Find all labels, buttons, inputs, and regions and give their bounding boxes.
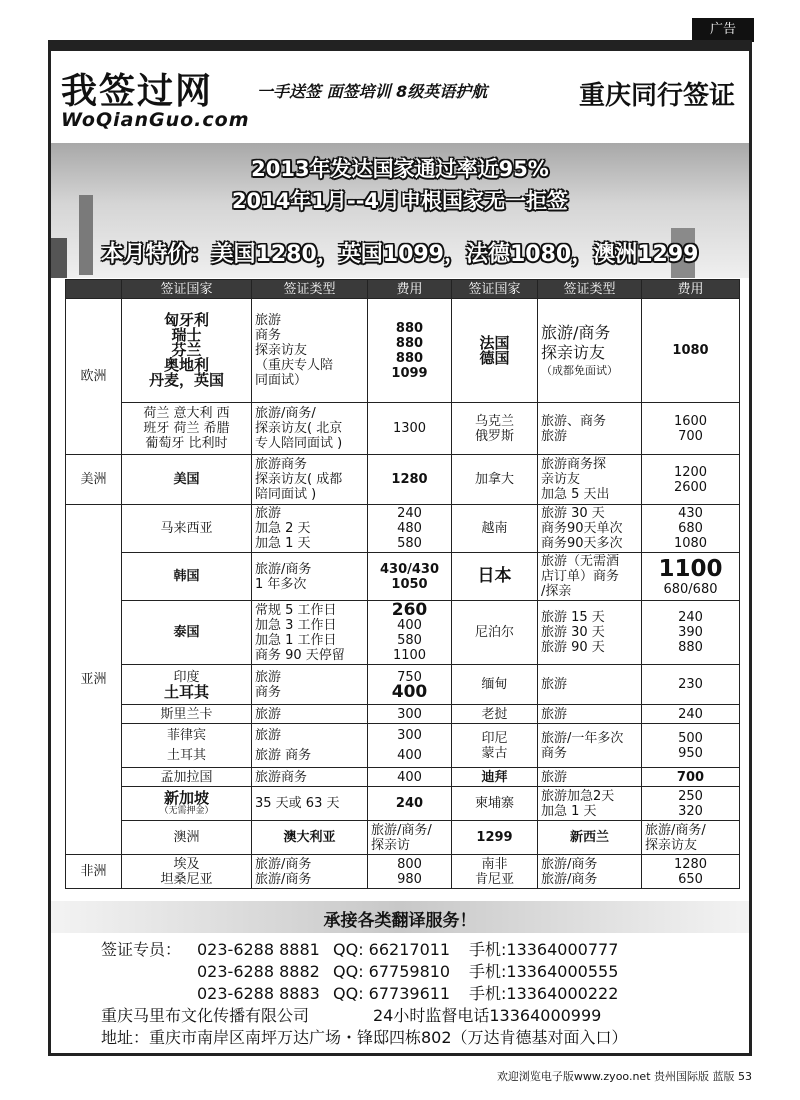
qq-number: QQ: 66217011 [333, 940, 451, 959]
country-cell: 斯里兰卡 [122, 705, 252, 724]
type-cell: 旅游 [538, 768, 642, 787]
table-row [66, 665, 740, 705]
fee-cell: 230 [642, 665, 740, 705]
table-row [66, 821, 740, 855]
qq-number: QQ: 67759810 [333, 962, 451, 981]
contact-label: 签证专员： [101, 940, 182, 959]
country-cell: 马来西亚 [122, 505, 252, 553]
type-cell: 旅游/商务/ 探亲访 [368, 821, 452, 855]
fee-cell: 240 480 580 [368, 505, 452, 553]
fee-cell: 1600 700 [642, 403, 740, 455]
country-cell: 乌克兰 俄罗斯 [452, 403, 538, 455]
header-title: 重庆同行签证 [578, 81, 735, 111]
country-cell: 越南 [452, 505, 538, 553]
type-cell: 旅游/商务 旅游/商务 [252, 855, 368, 889]
country-cell: 孟加拉国 [122, 768, 252, 787]
table-row [66, 768, 740, 787]
contact-row [101, 983, 628, 1005]
country-cell: 印度 土耳其 [122, 665, 252, 705]
type-cell: 旅游 15 天 旅游 30 天 旅游 90 天 [538, 601, 642, 665]
type-cell: 旅游加急2天 加急 1 天 [538, 787, 642, 821]
type-cell: 旅游/一年多次 商务 [538, 724, 642, 768]
country-cell: 埃及 坦桑尼亚 [122, 855, 252, 889]
fee-cell: 800 980 [368, 855, 452, 889]
company-name: 重庆马里布文化传播有限公司 [101, 1006, 310, 1025]
ad-frame [48, 40, 752, 1056]
table-row [66, 553, 740, 601]
fee-cell: 240 [642, 705, 740, 724]
table-row [66, 403, 740, 455]
fee-cell: 750 400 [368, 665, 452, 705]
type-cell: 旅游 [538, 665, 642, 705]
contact-row [101, 939, 628, 961]
fee-cell: 240 [368, 787, 452, 821]
type-cell: 旅游 [252, 705, 368, 724]
type-cell: 常规 5 工作日 加急 3 工作日 加急 1 工作日 商务 90 天停留 [252, 601, 368, 665]
table-row [66, 455, 740, 505]
table-header-row [66, 280, 740, 299]
fee-cell: 500 950 [642, 724, 740, 768]
company-row [101, 1005, 628, 1027]
country-cell: 印尼 蒙古 [452, 724, 538, 768]
country-cell: 缅甸 [452, 665, 538, 705]
fee-cell: 1080 [642, 299, 740, 403]
continent-australia: 澳洲 [122, 821, 252, 855]
type-cell: 旅游/商务 旅游/商务 [538, 855, 642, 889]
visa-price-table [65, 279, 740, 889]
continent-europe: 欧洲 [66, 299, 122, 455]
fee-cell: 1100 680/680 [642, 553, 740, 601]
brand-url[interactable]: WoQianGuo.com [61, 109, 250, 131]
type-cell: 35 天或 63 天 [252, 787, 368, 821]
continent-asia: 亚洲 [66, 505, 122, 855]
country-cell: 澳大利亚 [252, 821, 368, 855]
header-country: 签证国家 [122, 280, 252, 299]
table-row [66, 705, 740, 724]
header-type: 签证类型 [252, 280, 368, 299]
header-fee-2: 费用 [642, 280, 740, 299]
service-band [51, 901, 749, 933]
type-cell: 旅游/商务 1 年多次 [252, 553, 368, 601]
country-cell: 法国 德国 [452, 299, 538, 403]
phone-number[interactable]: 023-6288 8881 [197, 940, 320, 959]
fee-cell: 430 680 1080 [642, 505, 740, 553]
continent-america: 美洲 [66, 455, 122, 505]
type-cell: 旅游商务探 亲访友 加急 5 天出 [538, 455, 642, 505]
fee-cell: 250 320 [642, 787, 740, 821]
country-cell: 日本 [452, 553, 538, 601]
country-cell: 新西兰 [538, 821, 642, 855]
banner-line-2: 2014年1月--4月申根国家无一拒签 [231, 189, 569, 213]
fee-cell: 300 400 [368, 724, 452, 768]
type-cell: 旅游 商务 [252, 665, 368, 705]
country-cell: 荷兰 意大利 西 班牙 荷兰 希腊 葡萄牙 比利时 [122, 403, 252, 455]
header-type-2: 签证类型 [538, 280, 642, 299]
type-cell: 旅游 加急 2 天 加急 1 天 [252, 505, 368, 553]
table-row [66, 505, 740, 553]
country-cell: 泰国 [122, 601, 252, 665]
table-row [66, 787, 740, 821]
type-cell: 旅游/商务/ 探亲访友 [642, 821, 740, 855]
country-cell: 尼泊尔 [452, 601, 538, 665]
ad-tag: 广告 [692, 18, 754, 42]
type-cell: 旅游商务 探亲访友( 成都 陪同面试 ) [252, 455, 368, 505]
header-country-2: 签证国家 [452, 280, 538, 299]
banner-special-offer: 本月特价：美国1280，英国1099，法德1080，澳洲1299 [101, 242, 699, 267]
country-cell: 南非 肯尼亚 [452, 855, 538, 889]
type-cell: 旅游 [538, 705, 642, 724]
table-row [66, 601, 740, 665]
mobile-number[interactable]: 手机:13364000777 [469, 940, 619, 959]
slogan: 一手送签 面签培训 8级英语护航 [257, 82, 488, 101]
table-row [66, 299, 740, 403]
country-cell: 柬埔寨 [452, 787, 538, 821]
type-cell: 旅游/商务/ 探亲访友( 北京 专人陪同面试 ) [252, 403, 368, 455]
fee-cell: 260 400 580 1100 [368, 601, 452, 665]
table-row [66, 855, 740, 889]
country-cell: 迪拜 [452, 768, 538, 787]
fee-cell: 1280 650 [642, 855, 740, 889]
fee-cell: 1300 [368, 403, 452, 455]
phone-number[interactable]: 023-6288 8883 [197, 984, 320, 1003]
mobile-number[interactable]: 手机:13364000222 [469, 984, 619, 1003]
brand-logo: 我签过网 [61, 70, 214, 112]
fee-cell: 1200 2600 [642, 455, 740, 505]
type-cell: 旅游 30 天 商务90天单次 商务90天多次 [538, 505, 642, 553]
table-row [66, 724, 740, 768]
phone-number[interactable]: 023-6288 8882 [197, 962, 320, 981]
fee-cell: 430/430 1050 [368, 553, 452, 601]
translation-service-text: 承接各类翻译服务！ [323, 911, 477, 931]
fee-cell: 300 [368, 705, 452, 724]
address: 地址：重庆市南岸区南坪万达广场・锋邸四栋802（万达肯德基对面入口） [101, 1028, 628, 1047]
type-cell: 旅游 商务 探亲访友 （重庆专人陪 同面试） [252, 299, 368, 403]
fee-cell: 400 [368, 768, 452, 787]
contact-row [101, 961, 628, 983]
country-cell: 新加坡 （无需押金） [122, 787, 252, 821]
country-cell: 老挝 [452, 705, 538, 724]
contact-info [101, 939, 628, 1049]
fee-cell: 1280 [368, 455, 452, 505]
type-cell: 旅游、商务 旅游 [538, 403, 642, 455]
mobile-number[interactable]: 手机:13364000555 [469, 962, 619, 981]
country-cell: 美国 [122, 455, 252, 505]
banner [51, 143, 749, 278]
fee-cell: 1299 [452, 821, 538, 855]
page-footer: 欢迎浏览电子版www.zyoo.net 贵州国际版 蓝版 53 [496, 1070, 752, 1083]
type-cell: 旅游（无需酒 店订单）商务 /探亲 [538, 553, 642, 601]
country-cell: 菲律宾 土耳其 [122, 724, 252, 768]
banner-line-1: 2013年发达国家通过率近95% [251, 157, 549, 181]
fee-cell: 880 880 880 1099 [368, 299, 452, 403]
country-cell: 匈牙利 瑞士 芬兰 奥地利 丹麦，英国 [122, 299, 252, 403]
header-blank [66, 280, 122, 299]
fee-cell: 240 390 880 [642, 601, 740, 665]
type-cell: 旅游/商务 探亲访友 （成都免面试） [538, 299, 642, 403]
country-cell: 加拿大 [452, 455, 538, 505]
hotline[interactable]: 24小时监督电话13364000999 [373, 1006, 602, 1025]
type-cell: 旅游 旅游 商务 [252, 724, 368, 768]
continent-africa: 非洲 [66, 855, 122, 889]
fee-cell: 700 [642, 768, 740, 787]
qq-number: QQ: 67739611 [333, 984, 451, 1003]
type-cell: 旅游商务 [252, 768, 368, 787]
header-fee: 费用 [368, 280, 452, 299]
top-bar [51, 43, 749, 51]
country-cell: 韩国 [122, 553, 252, 601]
